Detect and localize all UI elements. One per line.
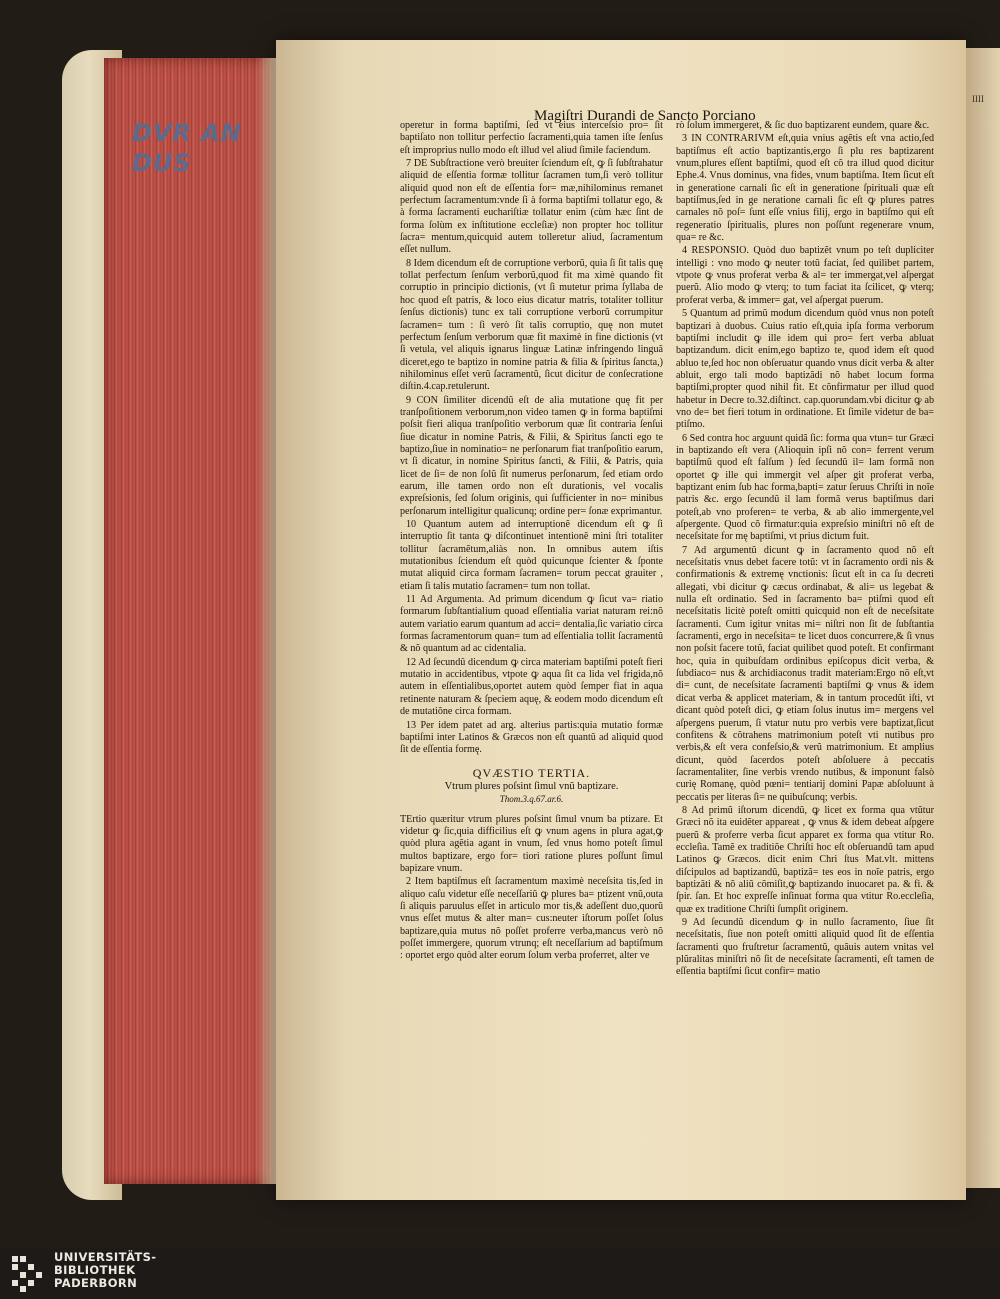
logo-line: BIBLIOTHEK bbox=[54, 1263, 136, 1277]
paragraph: 5 Quantum ad primũ modum dicendum quòd vnus non poteſt baptizari à duobus. Cuius ratio eſt,quia ipſa forma verborum baptiſmi includit ꝙ ille idem qui pro= fert verba abluat baptizandum. dicit enim,ego baptizo te, quod idem eſt quod abluo te,ſed hoc non obſeruatur quando vnus dicit verba & alter abluit, ergo tali modo baptizãdi nõ habet locum forma baptiſmi,propter quod nihil fit. Et cõnfirmatur per illud quod habetur in Decre to.32.diſtinct. cap.quorundam.vbi dicitur ꝙ ab vno de= bet fieri totum in ordinatione. Et ſimile videtur de ba= ptiſmo. bbox=[676, 308, 934, 431]
paragraph: 2 Item baptiſmus eſt ſacramentum maximè neceſsita tis,ſed in aliquo caſu videtur eſſe neceſſariũ ꝙ plures ba= ptizent vnũ,outa ſi aliquis paruulus eſſet in articulo mor tis,& adeſſent duo,quorũ vnus eſſet mutus & alter man= cus:neuter iſtorum poſſet ſolus baptizare,quia mutus nõ poſſet proferre verba,mancus verò nõ poſſet immergere, quorum vtrunq; eſt neceſſarium ad baptiſmum : oportet ergo quòd alter eorum ſolum verba proferret, alter ve bbox=[400, 876, 663, 962]
paragraph: operetur in forma baptiſmi, ſed vt eius interceſsio pro= ſit baptiſato non tollitur perfectio ſacramenti,quia tamen iſte ſenſus eſt improprius nullo modo eſt illud vel aliud ſimile faciendum. bbox=[400, 120, 663, 156]
question-title: QVÆSTIO TERTIA. bbox=[472, 765, 591, 780]
paragraph: 11 Ad Argumenta. Ad primum dicendum ꝙ ſicut va= riatio formarum ſubſtantialium quoad eſſentialia variat naturam rei:nõ autem variatio earum quantum ad acci= dentalia,ſic variatio circa formas ſacramentorum quan= tum ad eſſentialia tollit ſacramentũ & nõ quantum ad ac cidentalia. bbox=[400, 594, 663, 655]
paragraph: TErtio quæritur vtrum plures poſsint ſimul vnum ba ptizare. Et videtur ꝙ ſic,quia difficilius eſt ꝙ vnum agens in plura agat,ꝙ quòd plura agẽtia agant in vnum, ſed vnus homo poteſt ſimul multos baptizare, ergo for= tiori ratione plures poſſunt ſimul bapizare vnum. bbox=[400, 813, 663, 874]
paragraph: 10 Quantum autem ad interruptionẽ dicendum eſt ꝙ ſi interruptio ſit tanta ꝙ diſcontinuet intentionẽ mini ſtri totaliter tollitur ſacramẽtum,aliàs non. In omnibus autem iſtis mutationibus ſciendum eſt quòd quicunque ſcienter & ſponte mutat aliquid circa formam ſacramen= torum peccat grauiter , etiam ſi talis mutatio ſacramen= tum non tollat. bbox=[400, 519, 663, 592]
right-column bbox=[676, 120, 934, 980]
paragraph: 8 Ad primũ iſtorum dicendũ, ꝙ licet ex forma qua vtũtur Græci nõ ita euidẽter appareat , ꝙ vnus & idem debeat aſpgere puerũ & proferre verba ſicut apparet ex forma qua vtitur Ro. eccleſia. Tamẽ ex traditiõe Chriſti hoc eſt obſeruandũ tam apud Latinos ꝙ Græcos. dicit enim Chri ſtus Mat.vlt. mittens diſcipulos ad baptizandũ, baptizã= tes eos in noĩe patris, ergo baptizãti & nõ aliũ cõmiſit,ꝙ baptizando inuocaret pa. & fi. & ſpir. ſan. Et hoc expreſſe inſinuat forma qua vtitur Ro.eccleſia, quæ ex traditione Chriſti ſumpſit originem. bbox=[676, 804, 934, 915]
paragraph: 8 Idem dicendum eſt de corruptione verborũ, quia ſi ſit talis quę tollat perfectum ſenſum verborũ,quod fit ma ximè quando fit corruptio in principio dictionis, (vt ſi mutetur prima ſyllaba de hoc quod eſt patris, & loco eius dicatur matris, totaliter tollitur ſenſus dictionis) tunc ex tali corruptione verborũ corrumpitur ſacramen= tum : ſi verò ſit talis corruptio, quę non mutet perfectum ſenſum verborum quæ fit maximè in fine dictionis (vt ſi vetula, vel aliquis ignarus linguæ Latinæ infringendo linguã diceret,ego te baptizo in nomine patria & filia & ſpiritus ſancta,) nihilominus eſſet verũ ſacramentũ, ſicut dicitur de conſecratione diſtin.4.cap.retulerunt. bbox=[400, 257, 663, 393]
paragraph: 3 IN CONTRARIVM eſt,quia vnius agẽtis eſt vna actio,ſed baptiſmus eſt actio baptizantis,ergo ſi plu res baptizarent vnum,plures eſſent baptiſmi, quod eſt cõ tra illud quod dicitur Ephe.4. Vnus dominus, vna fides, vnum baptiſma. Item ſicut eſt in generatione carnali ſic eſt in generatione ſpirituali quæ eſt baptiſmus,ſed in ge neratione carnali ſic eſt ꝙ plures patres carnales nõ poſ= ſunt eſſe vnius filij, ergo in baptiſmo qui eſt regeneratio ſpiritualis, plures non poſſunt regenerare vnum, qua= re &c. bbox=[676, 133, 934, 244]
left-column bbox=[400, 120, 663, 964]
logo-line: UNIVERSITÄTS- bbox=[54, 1250, 157, 1264]
next-page-edge bbox=[966, 48, 1000, 1188]
paragraph: 4 RESPONSIO. Quòd duo baptizẽt vnum po teſt dupliciter intelligi : vno modo ꝙ neuter totũ faciat, ſed quilibet partem, vtpote ꝙ vnus proferat verba & al= ter immergat,vel aſpergat puerũ. Alio modo ꝙ vterq; to tum faciat ita ſcilicet, ꝙ vterq; proferat verba, & immer= gat, vel aſpergat puerum. bbox=[676, 245, 934, 306]
logo-line: PADERBORN bbox=[54, 1276, 138, 1290]
running-head: Magiſtri Durandi de Sancto Porciano bbox=[534, 108, 756, 124]
library-logo-icon bbox=[10, 1252, 50, 1294]
paragraph: 6 Sed contra hoc arguunt quidã ſic: forma qua vtun= tur Græci in baptizando eſt vera (Alioquin ipſi nõ con= ferrent verum baptiſmũ quod eſt falſum ) ſed ſecundũ il= lam formã non oportet ꝙ ille qui immergit vel aſper git proferat verba, baptizant enim ſub hac forma,bapti= zatur ſeruus Chriſti in noĩe patris &c. ergo ſecundũ il lam formã verus baptiſmus dari poteſt,ab vno proferen= te verba, & ab alio immergente,vel aſpergente. Quod cõ firmatur:quia expreſsio miniſtri nõ eſt de neceſsitate for mę baptiſmi, vt prius dictum fuit. bbox=[676, 432, 934, 543]
spine-label-line2: DUS bbox=[132, 149, 192, 177]
next-page-fragment: IIII bbox=[972, 94, 984, 104]
paragraph: 9 Ad ſecundũ dicendum ꝙ in nullo ſacramento, ſiue ſit neceſsitatis, ſiue non poteſt omitti aliquid quod ſit de eſſentia ſacramenti quo fruſtretur ſacramentũ, quãuis autem vnitas vel plũralitas miniſtri nõ ſit de neceſsitate ſacramenti, eſt tamen de eſſentia baptiſmi ſicut confir= matio bbox=[676, 917, 934, 978]
paragraph: 7 Ad argumentũ dicunt ꝙ in ſacramento quod nõ eſt neceſsitatis vnus debet facere totũ: vt in ſacramento ordi nis & confirmationis & extremę vnctionis: ſicut eſt in ca ſu decreti allegati, vbi dicitur ꝙ cæcus ordinabat, & ali= us legebat & nulla eſt ordinatio. Sed in ſacramento ba= ptiſmi quod eſt neceſsitatis licitè poteſt omitti quicquid non eſt de neceſsitate ſacramenti. Cum igitur vnitas mi= niſtri non ſit de ſubſtantia ſacramenti, ergo in neceſsita= te licet duos concurrere,& ſi vnus non poſsit facere totũ, faciat quilibet quod poteſt. Et confirmant hoc, quia in quibuſdam ordinibus epiſcopus dicit verba, & ſubdiaco= nus & archidiaconus tradit materiam:Ergo nõ eſt,vt di= cunt, de neceſsitate ſacramenti baptiſmi ꝙ vnus & idem dicat verba & applicet materiam, & in tantum procedũt iſti, vt dicant quòd poteſt dici, ꝙ etiam ſolus inutus im= mergens vel aſpergens puerum, ſi vtatur nutu pro verbis vere baptizat,ſicut confitens & cõtrahens matrimonium poteſt vti nutibus pro verbis,& eſt vera confeſsio,& verũ matrimonium. Et amplius dicunt, quòd ſacerdos poteſt abſoluere à peccatis ſacramentaliter, ſine verbis vrendo nutibus, & imponunt falsò curię Romanę, quòd pœni= tentiarij domini Papæ abſoluunt à peccatis per literas ſi= ne quibuſcunq; verbis. bbox=[676, 544, 934, 803]
paragraph: 9 CON ſimiliter dicendũ eſt de alia mutatione quę fit per tranſpoſitionem verborum,non video tamen ꝙ in forma baptiſmi poſsit fieri aliqua tranſpoſitio verborum quæ ſit contraria ſenſui ſiue dicatur in nomine Patris, & Filii, & Spiritus ſancti ego te baptizo,ſiue in nominatio= ne perſonarum fiat tranſpoſitio earum, vt ſi dicatur, in nomine Spiritus ſancti, & Filii, & Patris, quia licet de ſi= de non ſolũ ſit numerus perſonarum, ſed etiam ordo earum, ille tamen ordo non eſt durationis, vel vocalis expreſsionis, ſed ſolum originis, qui ſufficienter in no= minibus perſonarum intelligitur qualicunq; ordine per= ſonæ exprimantur. bbox=[400, 394, 663, 517]
question-reference: Thom.3.q.67.ar.6. bbox=[499, 794, 564, 805]
paragraph: 7 DE Subſtractione verò breuiter ſciendum eſt, ꝙ ſi ſubſtrahatur aliquid de eſſentia formæ tollitur ſacramen tum,ſi verò tollitur aliquid quod non eſt de eſſentia for= mæ,nihilominus remanet perfectum ſacramentum:vnde ſi à forma baptiſmi tollatur ego, & à forma ſacramenti euchariſtiæ tollatur enim (cùm hæc ſint de forma ſolùm ex inſtitutione eccleſiæ) non propter hoc tollitur ſacra= mentum,quicquid autem tolleretur aliud, ſacramentum eſſet nullum. bbox=[400, 158, 663, 256]
library-logo-text bbox=[54, 1251, 156, 1290]
page-edges-red bbox=[104, 58, 276, 1184]
paragraph: 12 Ad ſecundũ dicendum ꝙ circa materiam baptiſmi poteſt fieri mutatio in accidentibus, vtpote ꝙ aqua ſit ca lida vel frigida,nõ autem in eſſentialibus,oportet autem quòd ſemper fiat in aqua retinente naturam & ſpeciem aquę, & eodem modo dicendum eſt de mutatiõne circa formam. bbox=[400, 656, 663, 718]
spine-label bbox=[132, 118, 260, 198]
question-subtitle: Vtrum plures poſsint ſimul vnũ baptizare. bbox=[444, 780, 619, 792]
spine-label-line1: DVR AN bbox=[132, 119, 242, 147]
paragraph: rò ſolum immergeret, & ſic duo baptizarent eundem, quare &c. bbox=[676, 120, 930, 131]
paragraph: 13 Per idem patet ad arg. alterius partis:quia mutatio formæ baptiſmi inter Latinos & Græcos non eſt quantũ ad aliquid quod ſit de eſſentia formę. bbox=[400, 719, 663, 756]
